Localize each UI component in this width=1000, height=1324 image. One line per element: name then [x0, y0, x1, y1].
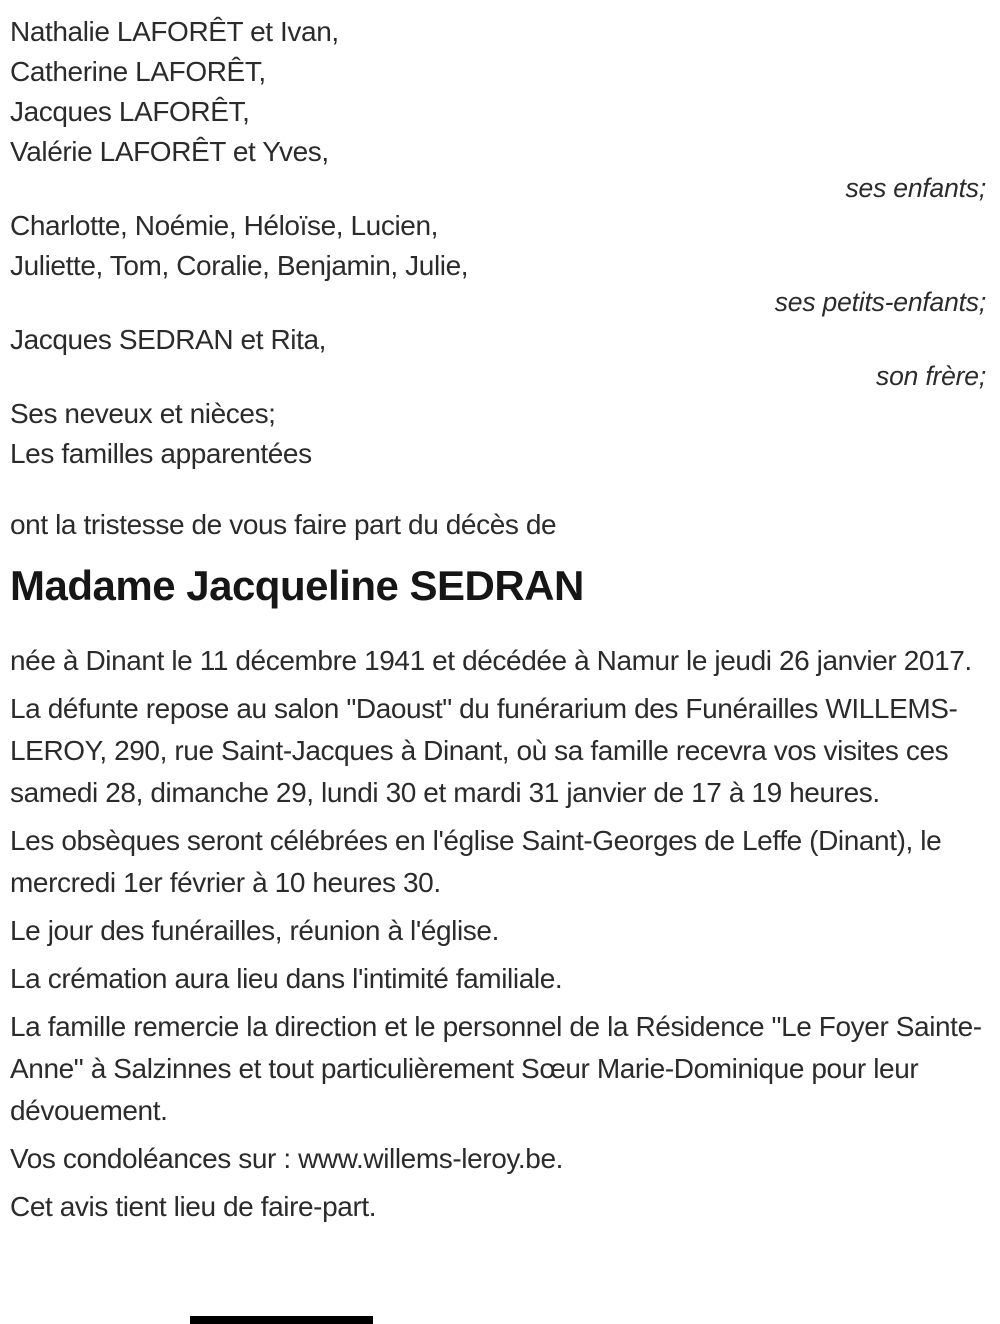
relation-label: son frère; [876, 361, 986, 391]
notice-paragraph-condolences: Vos condoléances sur : www.willems-leroy.be. [10, 1143, 564, 1174]
family-line: Charlotte, Noémie, Héloïse, Lucien, [10, 210, 438, 241]
notice-paragraph-thanks: La famille remercie la direction et le personnel de la Résidence "Le Foyer Sainte-Anne" à Salzinnes et tout particulièrement Sœur Marie-Dominique pour leur dévouement. [10, 1011, 982, 1126]
relation-label: ses enfants; [845, 173, 986, 203]
notice-paragraph-cremation: La crémation aura lieu dans l'intimité familiale. [10, 963, 563, 994]
bottom-cropped-element [190, 1316, 373, 1324]
family-line: Les familles apparentées [10, 438, 312, 469]
family-line: Nathalie LAFORÊT et Ivan, [10, 16, 339, 47]
notice-paragraph-gathering: Le jour des funérailles, réunion à l'église. [10, 915, 499, 946]
family-line: Jacques SEDRAN et Rita, [10, 324, 327, 355]
notice-paragraph-service: Les obsèques seront célébrées en l'église Saint-Georges de Leffe (Dinant), le mercredi 1er février à 10 heures 30. [10, 825, 942, 898]
family-line: Catherine LAFORÊT, [10, 56, 266, 87]
family-line: Jacques LAFORÊT, [10, 96, 250, 127]
intro-text: ont la tristesse de vous faire part du décès de [10, 509, 557, 540]
notice-paragraph-closing: Cet avis tient lieu de faire-part. [10, 1191, 377, 1222]
family-line: Juliette, Tom, Coralie, Benjamin, Julie, [10, 250, 469, 281]
relation-label: ses petits-enfants; [774, 287, 986, 317]
notice-paragraph-funeral-home: La défunte repose au salon "Daoust" du funérarium des Funérailles WILLEMS-LEROY, 290, rue Saint-Jacques à Dinant, où sa famille recevra vos visites ces samedi 28, dimanche 29, lundi 30 et mardi 31 janvier de 17 à 19 heures. [10, 693, 958, 808]
notice-paragraph-birth-death: née à Dinant le 11 décembre 1941 et décédée à Namur le jeudi 26 janvier 2017. [10, 645, 972, 676]
notice-body [10, 640, 986, 1228]
family-line: Valérie LAFORÊT et Yves, [10, 136, 329, 167]
family-list [10, 12, 986, 474]
family-line: Ses neveux et nièces; [10, 398, 276, 429]
deceased-name: Madame Jacqueline SEDRAN [10, 562, 584, 609]
